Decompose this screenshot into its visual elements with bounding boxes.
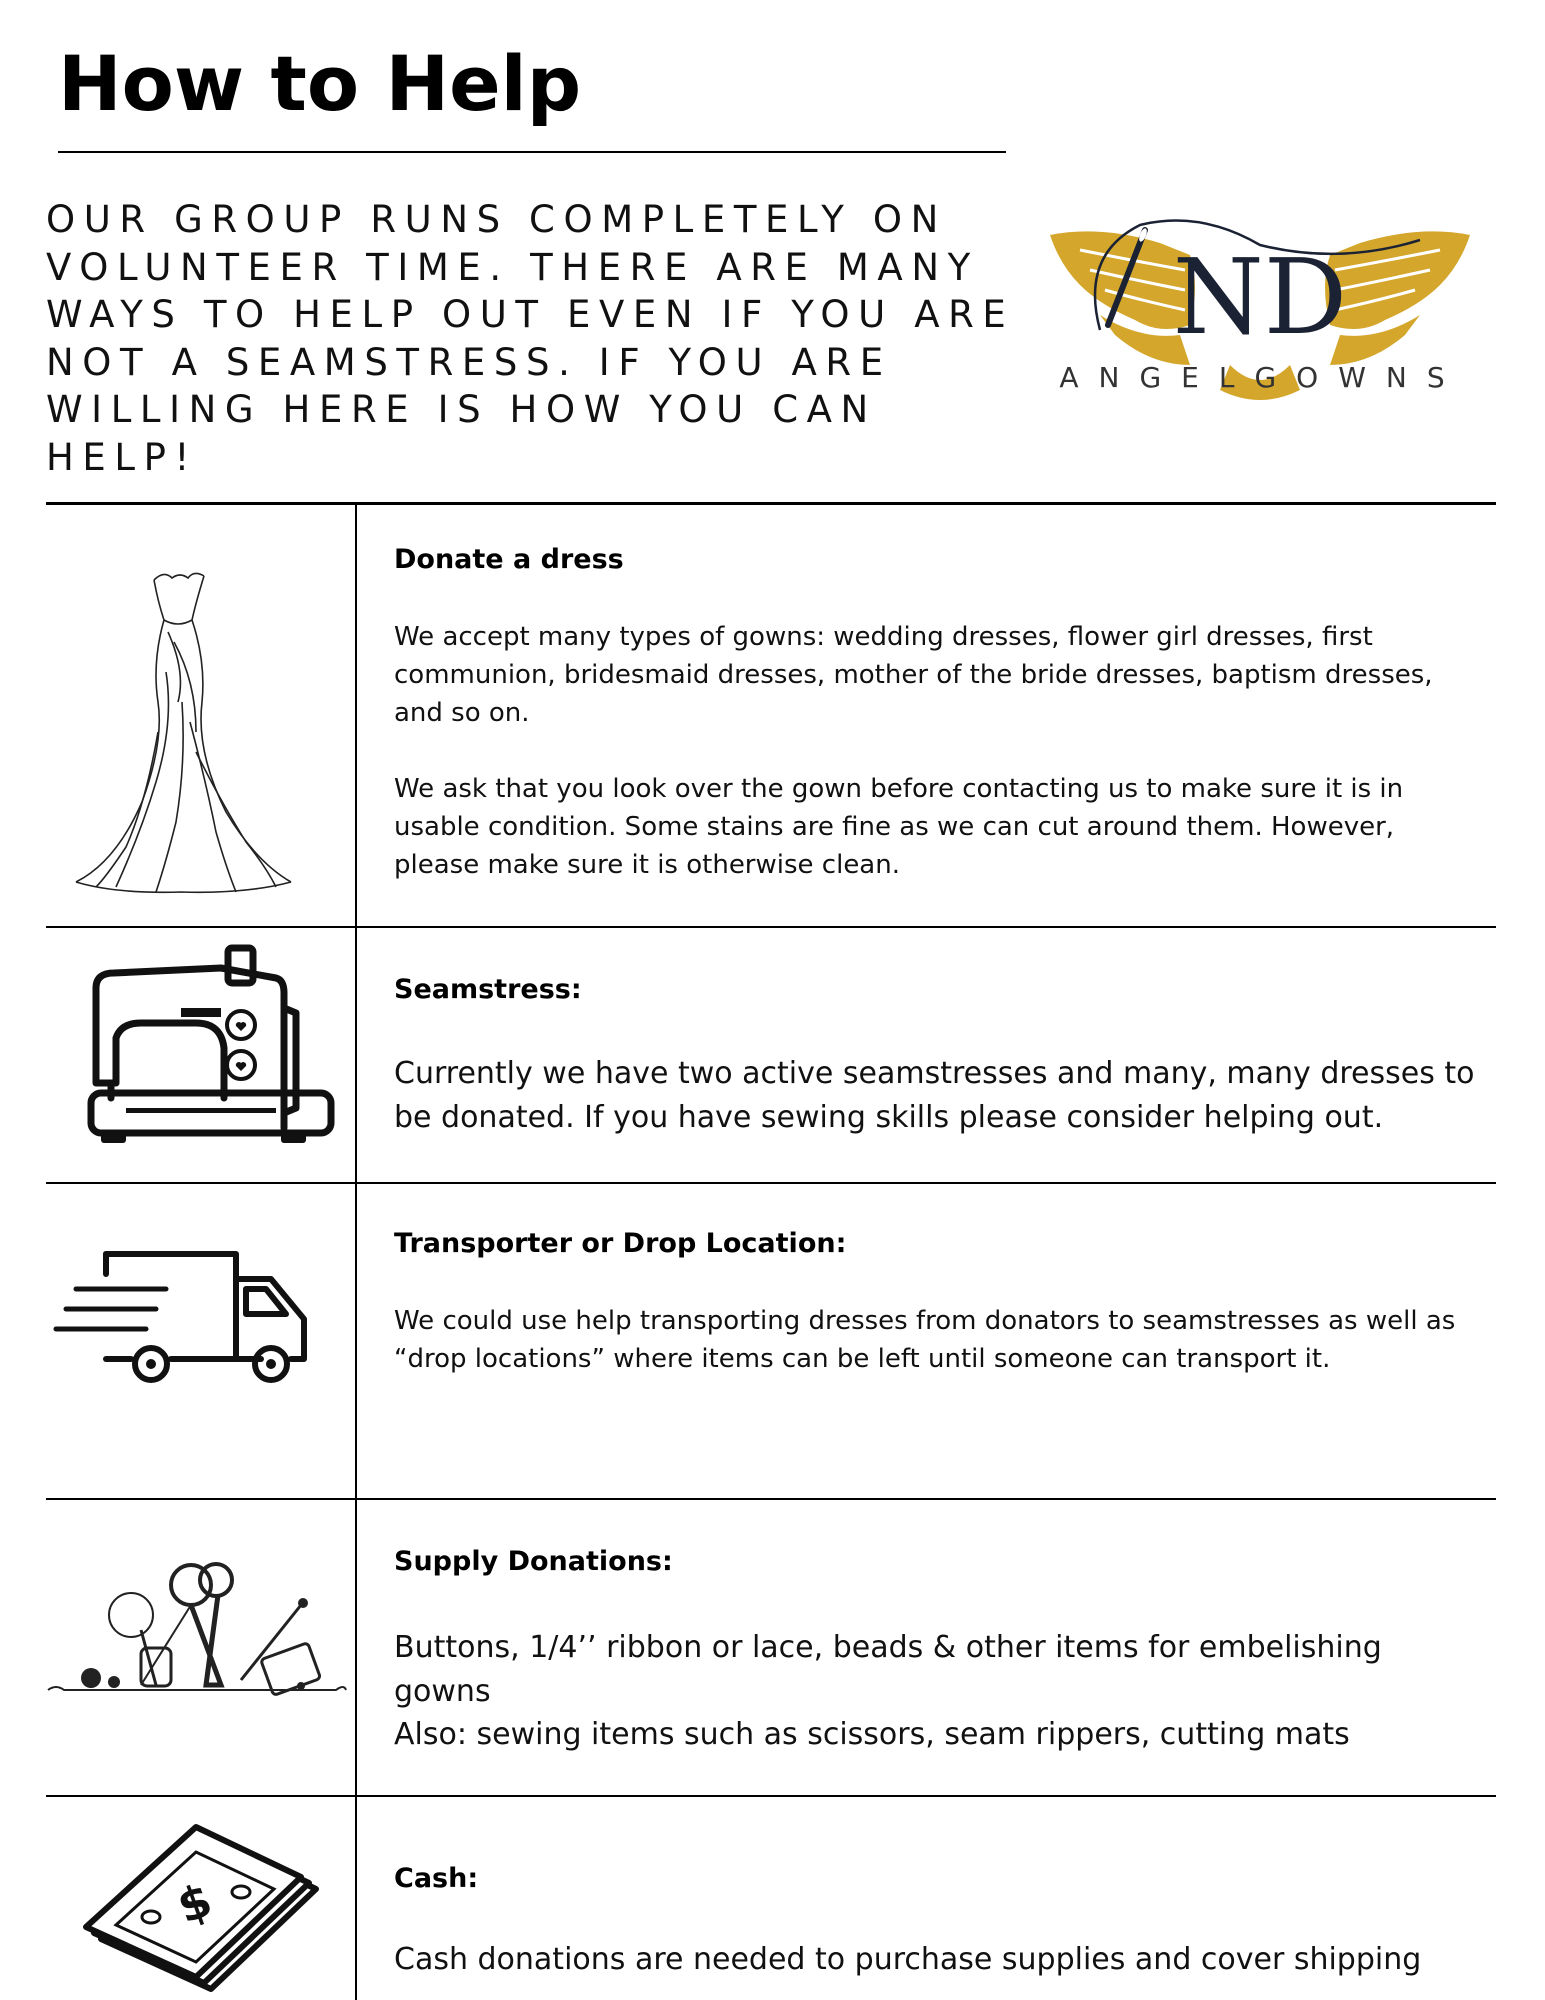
section-donate-dress [46,502,1496,928]
column-divider [355,502,357,2000]
section-paragraph: We could use help transporting dresses from donators to seamstresses as well as “drop locations” where items can be left until someone can transport it. [394,1306,1456,1374]
logo-wordmark: ANGELGOWNS [1059,361,1465,394]
section-paragraph: Currently we have two active seamstresses and many, many dresses to be donated. If you have sewing skills please consider helping out. [394,1056,1475,1135]
section-cash [46,1797,1496,2000]
section-paragraph: Buttons, 1/4’’ ribbon or lace, beads & other items for embelishing gowns [394,1630,1382,1709]
section-paragraph: We ask that you look over the gown before contacting us to make sure it is in usable condition. Some stains are fine as we can cut around them. However, please make sure it is otherwise clean. [394,774,1404,880]
section-heading: Supply Donations: [394,1546,673,1577]
section-supply-donations [46,1500,1496,1797]
sewing-supplies-icon [46,1500,355,1797]
section-transporter [46,1184,1496,1500]
help-options-table [46,502,1496,2000]
page-title: How to Help [58,39,582,128]
title-underline [58,151,1006,153]
logo-monogram: ND [1172,236,1348,358]
section-paragraph: We accept many types of gowns: wedding dresses, flower girl dresses, first communion, bridesmaid dresses, mother of the bride dresses, baptism dresses, and so on. [394,622,1433,728]
section-heading: Cash: [394,1863,479,1894]
section-paragraph: Cash donations are needed to purchase supplies and cover shipping [394,1942,1422,1977]
delivery-truck-icon [46,1184,355,1500]
angelgowns-logo [1040,215,1480,415]
intro-text: OUR GROUP RUNS COMPLETELY ON VOLUNTEER TIME. THERE ARE MANY WAYS TO HELP OUT EVEN IF YOU ARE NOT A SEAMSTRESS. IF YOU ARE WILLING HERE IS HOW YOU CAN HELP! [46,198,1015,479]
section-paragraph: Also: sewing items such as scissors, seam rippers, cutting mats [394,1717,1350,1752]
cash-icon [46,1797,355,2000]
sewing-machine-icon [46,928,355,1184]
svg-text:$: $ [170,1872,219,1935]
section-heading: Transporter or Drop Location: [394,1228,847,1259]
logo-graphic [1040,215,1480,415]
wedding-dress-icon [46,502,355,928]
section-heading: Seamstress: [394,974,582,1005]
section-seamstress [46,928,1496,1184]
section-heading: Donate a dress [394,544,624,575]
